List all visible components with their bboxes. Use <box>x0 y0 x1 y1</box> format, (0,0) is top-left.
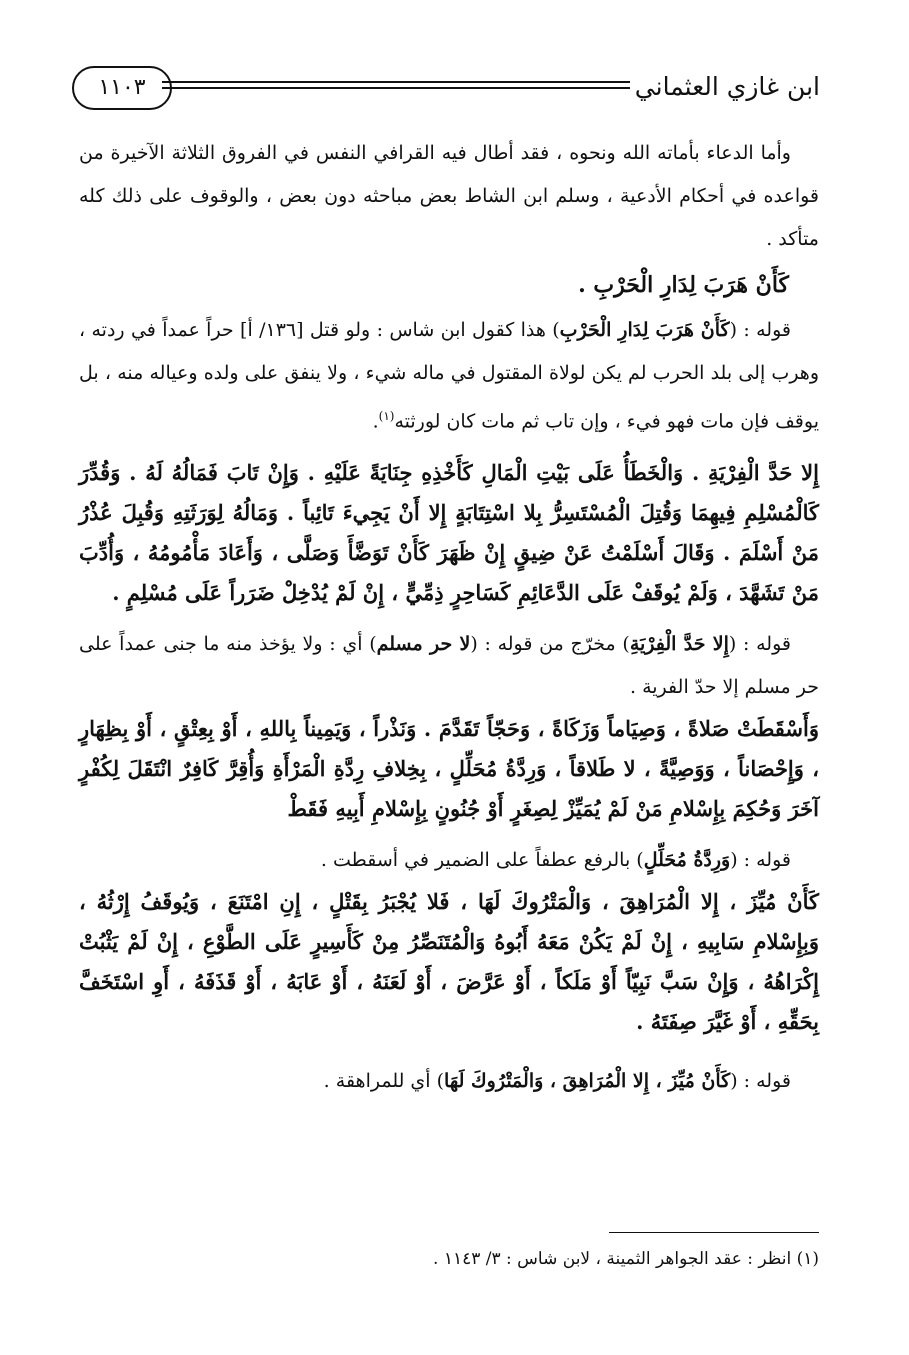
commentary-paragraph: قوله : (كَأَنْ مُيِّزَ ، إِلا الْمُرَاهِقَ ، وَالْمَتْرُوكَ لَهَا) أي للمراهقة . <box>79 1060 819 1103</box>
commentary-paragraph: قوله : (كَأَنْ هَرَبَ لِدَارِ الْحَرْبِ) هذا كقول ابن شاس : ولو قتل [١٣٦/ أ] حراً عمداً في ردته ، وهرب إلى بلد الحرب لم يكن لولاة المقتول في ماله شيء ، ولا ينفق على ولده وعياله منه ، بل يوقف فإن مات فهو فيء ، وإن تاب ثم مات كان لورثته$^{(١)}$. <box>79 319 819 433</box>
commentary-paragraph: وأما الدعاء بأماته الله ونحوه ، فقد أطال فيه القرافي النفس في الفروق الثلاثة الآخيرة من قواعده في أحكام الأدعية ، وسلم ابن الشاط بعض مباحثه دون بعض ، والوقوف على ذلك كله متأكد . <box>79 142 819 250</box>
footnote: (١) انظر : عقد الجواهر الثمينة ، لابن شاس : ٣/ ١١٤٣ . <box>433 1249 819 1269</box>
matn-heading: كَأَنْ هَرَبَ لِدَارِ الْحَرْبِ . <box>578 272 789 298</box>
matn-paragraph: إِلا حَدَّ الْفِرْيَةِ . وَالْخَطَأُ عَلَى بَيْتِ الْمَالِ كَأَخْذِهِ جِنَايَةً عَلَيْهِ . وَإِنْ تَابَ فَمَالُهُ لَهُ . وَقُدِّرَ كَالْمُسْلِمِ فِيهِمَا وَقُتِلَ الْمُسْتَسِرُّ بِلا اسْتِتَابَةٍ إِلا أَنْ يَجِيءَ تَائِباً . وَمَالُهُ لِوَرَثَتِهِ وَقُبِلَ عُذْرُ مَنْ أَسْلَمَ . وَقَالَ أَسْلَمْتُ عَنْ ضِيقٍ إِنْ ظَهَرَ كَأَنْ تَوَضَّأَ وَصَلَّى ، وَأَعَادَ مَأْمُومُهُ ، وَأُدِّبَ مَنْ تَشَهَّدَ ، وَلَمْ يُوقَفْ عَلَى الدَّعَائِمِ كَسَاحِرٍ ذِمِّيٍّ ، إِنْ لَمْ يُدْخِلْ ضَرَراً عَلَى مُسْلِمٍ . <box>79 460 819 606</box>
spacer <box>79 613 819 623</box>
paragraph-indent <box>791 1070 819 1092</box>
spacer <box>79 829 819 839</box>
quoted-matn: كَأَنْ هَرَبَ لِدَارِ الْحَرْبِ <box>559 319 730 341</box>
quoted-matn: كَأَنْ مُيِّزَ ، إِلا الْمُرَاهِقَ ، وَالْمَتْرُوكَ لَهَا <box>444 1070 731 1093</box>
header-rule <box>162 81 630 89</box>
paragraph-indent <box>791 142 819 164</box>
commentary-paragraph: قوله : (وَرِدَّةُ مُحَلِّلٍ) بالرفع عطفاً على الضمير في أسقطت . <box>79 839 819 882</box>
page-header <box>72 66 820 110</box>
paragraph-indent <box>791 849 819 871</box>
quoted-matn: لا حر مسلم <box>376 633 471 656</box>
spacer <box>79 1042 819 1060</box>
matn-paragraph: كَأَنْ مُيِّزَ ، إِلا الْمُرَاهِقَ ، وَالْمَتْرُوكَ لَهَا ، فَلا يُجْبَرُ بِقَتْلٍ ، إِنِ امْتَنَعَ ، وَيُوقَفُ إِرْثُهُ ، وَبِإِسْلامِ سَابِيهِ ، إِنْ لَمْ يَكُنْ مَعَهُ أَبُوهُ وَالْمُتَنَصِّرُ مِنْ كَأَسِيرٍ عَلَى الطَّوْعِ ، إِنْ لَمْ يَثْبُتْ إِكْرَاهُهُ ، وَإِنْ سَبَّ نَبِيّاً أَوْ مَلَكاً ، أَوْ عَرَّضَ ، أَوْ لَعَنَهُ ، أَوْ عَابَهُ ، أَوْ قَذَفَهُ ، أَوِ اسْتَخَفَّ بِحَقِّهِ ، أَوْ غَيَّرَ صِفَتَهُ . <box>79 889 819 1035</box>
footnote-separator <box>609 1232 819 1233</box>
footnote-marker: (١) <box>378 409 395 423</box>
paragraph-indent <box>791 633 819 655</box>
commentary-paragraph: قوله : (إِلا حَدَّ الْفِرْيَةِ) مخرّج من قوله : (لا حر مسلم) أي : ولا يؤخذ منه ما جنى عمداً على حر مسلم إلا حدّ الفرية . <box>79 633 819 699</box>
page-body <box>79 132 819 1103</box>
matn-paragraph: وَأَسْقَطَتْ صَلاةً ، وَصِيَاماً وَزَكَاةً ، وَحَجّاً تَقَدَّمَ . وَنَذْراً ، وَيَمِيناً بِاللهِ ، أَوْ بِعِتْقٍ ، أَوْ بِظِهَارٍ ، وَإِحْصَاناً ، وَوَصِيَّةً ، لا طَلاقاً ، وَرِدَّةُ مُحَلِّلٍ ، بِخِلافِ رِدَّةِ الْمَرْأَةِ وَأُقِرَّ كَافِرٌ انْتَقَلَ لِكُفْرٍ آخَرَ وَحُكِمَ بِإِسْلامِ مَنْ لَمْ يُمَيِّزْ لِصِغَرٍ أَوْ جُنُونٍ بِإِسْلامِ أَبِيهِ فَقَطْ <box>79 716 819 822</box>
quoted-matn: إِلا حَدَّ الْفِرْيَةِ <box>629 633 729 656</box>
page-number: ١١٠٣ <box>72 66 172 110</box>
quoted-matn: وَرِدَّةُ مُحَلِّلٍ <box>643 849 731 872</box>
running-title: ابن غازي العثماني <box>634 72 820 101</box>
spacer <box>79 443 819 453</box>
paragraph-indent <box>791 319 819 341</box>
